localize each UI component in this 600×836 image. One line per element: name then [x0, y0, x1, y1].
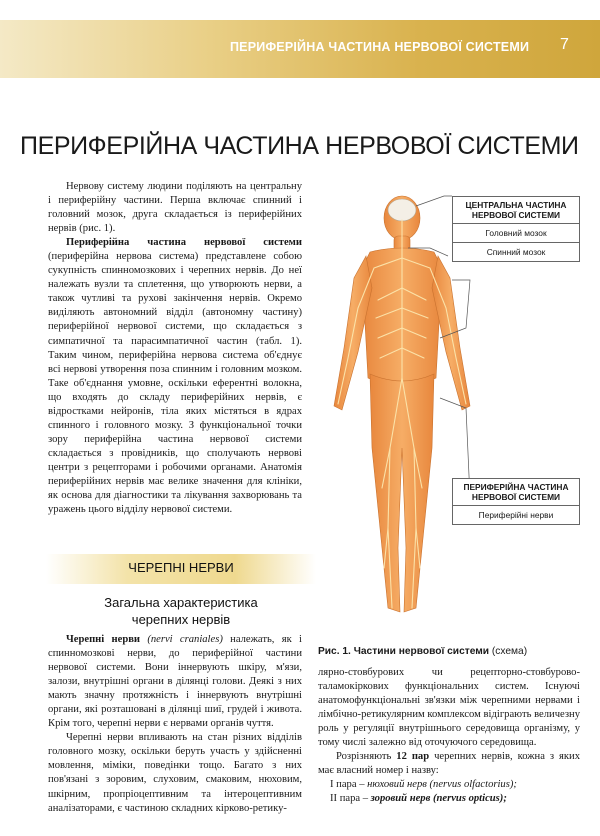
pairs-count: 12 пар — [396, 751, 430, 763]
peripheral-part-box — [452, 478, 580, 525]
peripheral-nerves-label: Периферійні нерви — [478, 510, 554, 520]
central-part-heading: ЦЕНТРАЛЬНА ЧАСТИНА НЕРВОВОЇ СИСТЕМИ — [453, 197, 579, 224]
term-cranial-latin: (nervi craniales) — [140, 634, 223, 645]
subsection-title — [46, 594, 316, 628]
pair-1-number: І пара – — [330, 779, 368, 791]
page-title: ПЕРИФЕРІЙНА ЧАСТИНА НЕРВОВОЇ СИСТЕМИ — [20, 132, 579, 160]
pair-2-number: ІІ пара – — [330, 793, 371, 805]
cranial-paragraph-1 — [48, 633, 302, 731]
right-column-text — [318, 666, 580, 806]
intro-paragraph-1: Нервову систему людини поділяють на центральну і периферійну частини. Перша включає спинний і головний мозок, друга складається із периферійних нервів (рис. 1). — [48, 181, 302, 235]
brain-label: Головний мозок — [453, 224, 579, 243]
subsection-title-line-2: черепних нервів — [131, 612, 231, 627]
section-title: ЧЕРЕПНІ НЕРВИ — [128, 560, 234, 575]
pair-1 — [318, 778, 580, 792]
intro-paragraph-2 — [48, 236, 302, 517]
peripheral-part-heading: ПЕРИФЕРІЙНА ЧАСТИНА НЕРВОВОЇ СИСТЕМИ — [453, 479, 579, 506]
subsection-title-line-1: Загальна характеристика — [104, 595, 258, 610]
page-number: 7 — [560, 36, 569, 53]
figure-caption-label: Рис. 1. Частини нервової системи — [318, 646, 490, 657]
pair-1-name: нюховий нерв (nervus olfactorius); — [367, 779, 517, 791]
central-part-box — [452, 196, 580, 262]
intro-paragraph-2-text: (периферійна нервова система) представлене собою сукупність спинномозкових і черепних нервів. До неї належать вузли та сплетення, що утворюють нерви, а також чутливі та рухові закінчення нервів. Окремо виділяють автономний відділ (автономну частину) периферійної нервової системи, що складається з симпатичної та парасимпатичної частин (табл. 1). Таким чином, периферійна нервова система об'єднує всі нервові утворення поза спинним і головним мозком. Таке об'єднання умовне, оскільки еферентні волокна, що входять до складу периферійних нервів, є відростками нейронів, тіла яких містяться в ядрах спинного і головного мозку. З функціональної точки зору периферійна частина нервової системи складається з провідників, що сполучають нервові центри з рецепторами і робочими органами. Анатомія периферійних нервів має велике значення для клініки, як основа для діагностики та лікування захворювань та уражень цього відділу нервової системи. — [48, 251, 302, 516]
cranial-paragraph-2: Черепні нерви впливають на стан різних відділів головного мозку, оскільки беруть участь у здійсненні мовлення, міміки, поведінки тощо. Багато з них пов'язані з зоровим, слуховим, смаковим, нюховим, шкірним, пропріоцептивним та інтероцептивним аналізаторами, є частиною складних кірково-ретику- — [48, 732, 302, 814]
term-peripheral: Периферійна частина нервової системи — [66, 237, 302, 249]
running-header: ПЕРИФЕРІЙНА ЧАСТИНА НЕРВОВОЇ СИСТЕМИ — [230, 40, 530, 54]
spinal-cord-label: Спинний мозок — [486, 247, 546, 257]
pair-2 — [318, 792, 580, 806]
continuation-paragraph: лярно-стовбурових чи рецепторно-стовбурово-таламокіркових функціональних систем. Існуючі анатомофункціональні зв'язки між черепними нервами і лімбічно-ретикулярним комплексом відіграють величезну роль у регуляції внутрішнього середовища організму, у тому числі залежно від оточуючого середовища. — [318, 667, 580, 749]
figure-caption-text: (схема) — [489, 646, 528, 657]
cranial-text — [48, 633, 302, 816]
term-cranial: Черепні нерви — [66, 634, 141, 645]
intro-text — [48, 180, 302, 517]
cranial-paragraph-1-text: належать, як і спинномозкові нерви, до периферійної частини нервової системи. Вони іннервують шкіру, м'язи, залози, внутрішні органи в ділянці голови. Деякі з них мають значну протяжність і іннервують внутрішні органи, які розташовані в ділянці шиї, грудей і живота. Крім того, черепні нерви є нервами органів чуття. — [48, 634, 302, 730]
pair-2-name: зоровий нерв (nervus opticus); — [370, 793, 507, 805]
pairs-intro-b: черепних нервів, кожна з яких має власний номер і назву: — [318, 751, 580, 777]
figure-caption — [318, 646, 527, 657]
pairs-intro-a: Розрізняють — [336, 751, 397, 763]
pairs-intro — [318, 750, 580, 778]
